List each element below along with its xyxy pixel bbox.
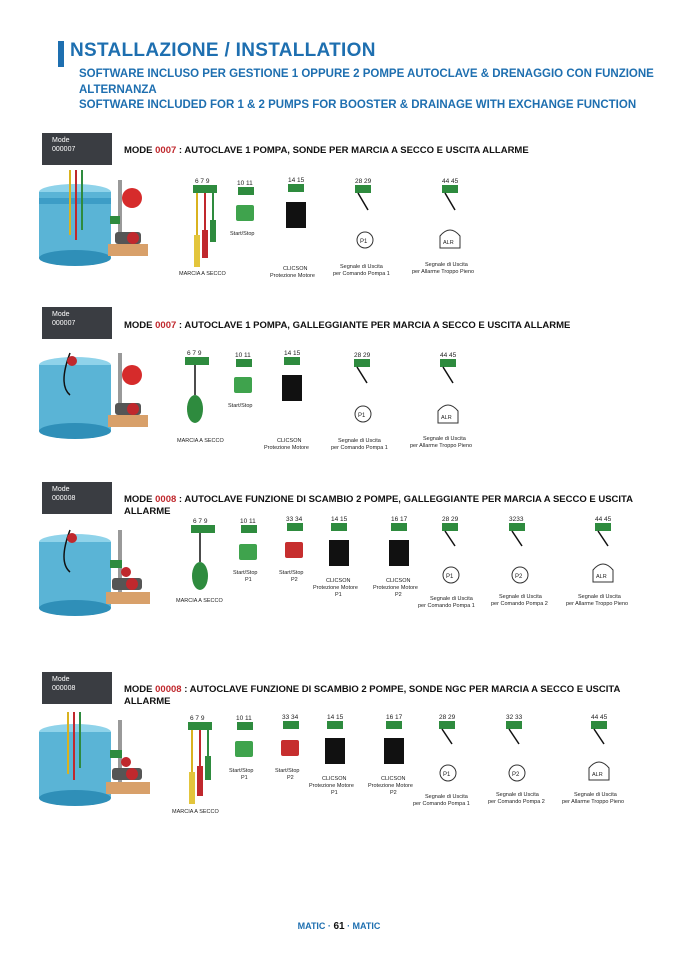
- svg-text:Segnale di Uscita: Segnale di Uscita: [496, 792, 539, 798]
- svg-text:CLICSON: CLICSON: [322, 776, 347, 782]
- svg-text:Segnale di Uscita: Segnale di Uscita: [499, 594, 542, 600]
- svg-text:6 7 9: 6 7 9: [193, 518, 208, 525]
- svg-text:Protezione Motore: Protezione Motore: [309, 783, 354, 789]
- svg-text:Protezione Motore: Protezione Motore: [270, 273, 315, 279]
- subtitle-italian: SOFTWARE INCLUSO PER GESTIONE 1 OPPURE 2 POMPE AUTOCLAVE & DRENAGGIO CON FUNZIONE ALTERNANZA: [79, 68, 654, 96]
- svg-text:32 33: 32 33: [506, 714, 523, 721]
- terminal-pump1-output: [413, 714, 470, 807]
- terminal-start-stop-p2: [279, 516, 303, 583]
- svg-text:10 11: 10 11: [240, 518, 256, 525]
- svg-text:CLICSON: CLICSON: [283, 266, 308, 272]
- svg-text:Start/Stop: Start/Stop: [279, 570, 304, 576]
- header-accent-bar: [58, 41, 64, 67]
- svg-text:Start/Stop: Start/Stop: [233, 570, 258, 576]
- svg-text:per Allarme Troppo Pieno: per Allarme Troppo Pieno: [410, 443, 473, 449]
- svg-text:14 15: 14 15: [327, 714, 344, 721]
- svg-text:28 29: 28 29: [355, 178, 372, 185]
- svg-text:44 45: 44 45: [591, 714, 608, 721]
- svg-text:Start/Stop: Start/Stop: [275, 768, 300, 774]
- svg-text:per Allarme Troppo Pieno: per Allarme Troppo Pieno: [562, 799, 625, 805]
- svg-text:P1: P1: [335, 592, 342, 598]
- terminal-clicson: [264, 350, 309, 451]
- svg-text:P1: P1: [446, 574, 454, 580]
- svg-text:P2: P2: [512, 772, 520, 778]
- mode-title: MODE 0007 : AUTOCLAVE 1 POMPA, GALLEGGIANTE PER MARCIA A SECCO E USCITA ALLARME: [124, 320, 571, 331]
- svg-text:28 29: 28 29: [442, 516, 459, 523]
- svg-text:ALR: ALR: [443, 240, 454, 246]
- mode-section-1: [0, 130, 678, 305]
- svg-text:per Comando Pompa 1: per Comando Pompa 1: [333, 271, 390, 277]
- mode-title: MODE 00008 : AUTOCLAVE FUNZIONE DI SCAMBIO 2 POMPE, SONDE NGC PER MARCIA A SECCO E USCITA ALLARME: [124, 684, 620, 707]
- mode-title: MODE 0007 : AUTOCLAVE 1 POMPA, SONDE PER MARCIA A SECCO E USCITA ALLARME: [124, 145, 529, 156]
- terminal-float-switch: [177, 350, 224, 444]
- terminal-alarm-output: [412, 178, 474, 275]
- svg-text:per Allarme Troppo Pieno: per Allarme Troppo Pieno: [412, 269, 475, 275]
- terminal-start-stop: [228, 352, 252, 409]
- terminal-pump2-output: [491, 516, 548, 607]
- svg-text:28 29: 28 29: [439, 714, 456, 721]
- svg-text:P2: P2: [395, 592, 402, 598]
- svg-text:Start/Stop: Start/Stop: [230, 231, 255, 237]
- mode-section-4: [0, 670, 678, 845]
- svg-text:Segnale di Uscita: Segnale di Uscita: [338, 438, 381, 444]
- svg-text:per Comando Pompa 2: per Comando Pompa 2: [491, 601, 548, 607]
- svg-text:P1: P1: [443, 772, 451, 778]
- svg-text:MARCIA A SECCO: MARCIA A SECCO: [177, 438, 224, 444]
- svg-text:per Comando Pompa 1: per Comando Pompa 1: [413, 801, 470, 807]
- svg-text:10 11: 10 11: [236, 715, 252, 722]
- mode-badge: Mode 000007: [42, 307, 112, 339]
- svg-text:3233: 3233: [509, 516, 524, 523]
- svg-text:Segnale di Uscita: Segnale di Uscita: [423, 436, 466, 442]
- svg-text:Segnale di Uscita: Segnale di Uscita: [430, 596, 473, 602]
- mode-badge: Mode 000008: [42, 482, 112, 514]
- svg-text:Segnale di Uscita: Segnale di Uscita: [425, 794, 468, 800]
- subtitle-english: SOFTWARE INCLUDED FOR 1 & 2 PUMPS FOR BOOSTER & DRAINAGE WITH EXCHANGE FUNCTION: [79, 99, 637, 111]
- mode-section-3: [0, 480, 678, 655]
- svg-text:16 17: 16 17: [391, 516, 408, 523]
- wiring-diagram: [0, 130, 678, 305]
- svg-text:16 17: 16 17: [386, 714, 403, 721]
- svg-text:per Comando Pompa 1: per Comando Pompa 1: [418, 603, 475, 609]
- svg-text:CLICSON: CLICSON: [386, 578, 411, 584]
- tank-illustration: [39, 170, 148, 266]
- terminal-float-switch: [176, 518, 223, 604]
- svg-text:P1: P1: [360, 239, 368, 245]
- svg-text:CLICSON: CLICSON: [277, 438, 302, 444]
- svg-text:ALR: ALR: [596, 574, 607, 580]
- svg-text:28 29: 28 29: [354, 352, 371, 359]
- svg-text:ALR: ALR: [592, 772, 603, 778]
- svg-text:Segnale di Uscita: Segnale di Uscita: [578, 594, 621, 600]
- svg-text:MARCIA A SECCO: MARCIA A SECCO: [176, 598, 223, 604]
- svg-text:44 45: 44 45: [595, 516, 612, 523]
- svg-text:per Comando Pompa 1: per Comando Pompa 1: [331, 445, 388, 451]
- svg-text:P1: P1: [358, 413, 366, 419]
- svg-text:10 11: 10 11: [237, 180, 253, 187]
- terminal-start-stop-p2: [275, 714, 299, 781]
- svg-text:6 7 9: 6 7 9: [190, 715, 205, 722]
- wiring-diagram: [0, 480, 678, 655]
- svg-text:P1: P1: [241, 775, 248, 781]
- svg-text:14 15: 14 15: [331, 516, 348, 523]
- svg-text:per Allarme Troppo Pieno: per Allarme Troppo Pieno: [566, 601, 629, 607]
- svg-text:ALR: ALR: [441, 415, 452, 421]
- svg-text:CLICSON: CLICSON: [326, 578, 351, 584]
- svg-text:Start/Stop: Start/Stop: [229, 768, 254, 774]
- svg-text:33 34: 33 34: [286, 516, 303, 523]
- page-number: 61: [333, 921, 345, 932]
- tank-illustration: [39, 353, 148, 439]
- wiring-diagram: [0, 670, 678, 845]
- terminal-pump-output: [333, 178, 390, 277]
- svg-text:6 7 9: 6 7 9: [195, 178, 210, 185]
- terminal-clicson-p1: [313, 516, 358, 598]
- svg-text:Segnale di Uscita: Segnale di Uscita: [340, 264, 383, 270]
- terminal-clicson: [270, 177, 315, 279]
- page-footer: MATIC · 61 · MATIC: [297, 921, 381, 932]
- terminal-start-stop: [230, 180, 254, 237]
- terminal-start-stop-p1: [229, 715, 253, 781]
- svg-text:P2: P2: [287, 775, 294, 781]
- svg-text:10 11: 10 11: [235, 352, 251, 359]
- svg-text:Protezione Motore: Protezione Motore: [373, 585, 418, 591]
- svg-text:44 45: 44 45: [440, 352, 457, 359]
- terminal-pump-output: [331, 352, 388, 451]
- mode-title: MODE 0008 : AUTOCLAVE FUNZIONE DI SCAMBIO 2 POMPE, GALLEGGIANTE PER MARCIA A SECCO E USCITA ALLARME: [124, 494, 633, 517]
- svg-text:44 45: 44 45: [442, 178, 459, 185]
- mode-section-2: [0, 305, 678, 480]
- terminal-pump1-output: [418, 516, 475, 609]
- svg-text:6 7 9: 6 7 9: [187, 350, 202, 357]
- terminal-clicson-p2: [373, 516, 418, 598]
- terminal-dry-run: [172, 715, 219, 815]
- mode-badge: Mode 000007: [42, 133, 112, 165]
- svg-text:14 15: 14 15: [284, 350, 301, 357]
- wiring-diagram: [0, 305, 678, 480]
- svg-text:P2: P2: [291, 577, 298, 583]
- svg-text:MARCIA A SECCO: MARCIA A SECCO: [172, 809, 219, 815]
- svg-text:MARCIA A SECCO: MARCIA A SECCO: [179, 271, 226, 277]
- terminal-alarm-output: [566, 516, 628, 607]
- mode-badge: Mode 000008: [42, 672, 112, 704]
- svg-text:P1: P1: [245, 577, 252, 583]
- svg-text:P2: P2: [390, 790, 397, 796]
- svg-text:CLICSON: CLICSON: [381, 776, 406, 782]
- svg-text:Segnale di Uscita: Segnale di Uscita: [574, 792, 617, 798]
- terminal-clicson-p2: [368, 714, 413, 796]
- svg-text:Start/Stop: Start/Stop: [228, 403, 253, 409]
- page-title: NSTALLAZIONE / INSTALLATION: [70, 40, 376, 61]
- svg-text:P1: P1: [331, 790, 338, 796]
- terminal-clicson-p1: [309, 714, 354, 796]
- terminal-dry-run: [179, 178, 226, 277]
- svg-text:Protezione Motore: Protezione Motore: [368, 783, 413, 789]
- terminal-pump2-output: [488, 714, 545, 805]
- svg-text:Segnale di Uscita: Segnale di Uscita: [425, 262, 468, 268]
- terminal-alarm-output: [562, 714, 624, 805]
- svg-text:P2: P2: [515, 574, 523, 580]
- svg-text:Protezione Motore: Protezione Motore: [313, 585, 358, 591]
- terminal-start-stop-p1: [233, 518, 257, 583]
- terminal-alarm-output: [410, 352, 472, 449]
- svg-text:Protezione Motore: Protezione Motore: [264, 445, 309, 451]
- svg-text:14 15: 14 15: [288, 177, 305, 184]
- svg-text:33 34: 33 34: [282, 714, 299, 721]
- tank-illustration: [39, 530, 150, 616]
- tank-illustration: [39, 712, 150, 806]
- svg-text:per Comando Pompa 2: per Comando Pompa 2: [488, 799, 545, 805]
